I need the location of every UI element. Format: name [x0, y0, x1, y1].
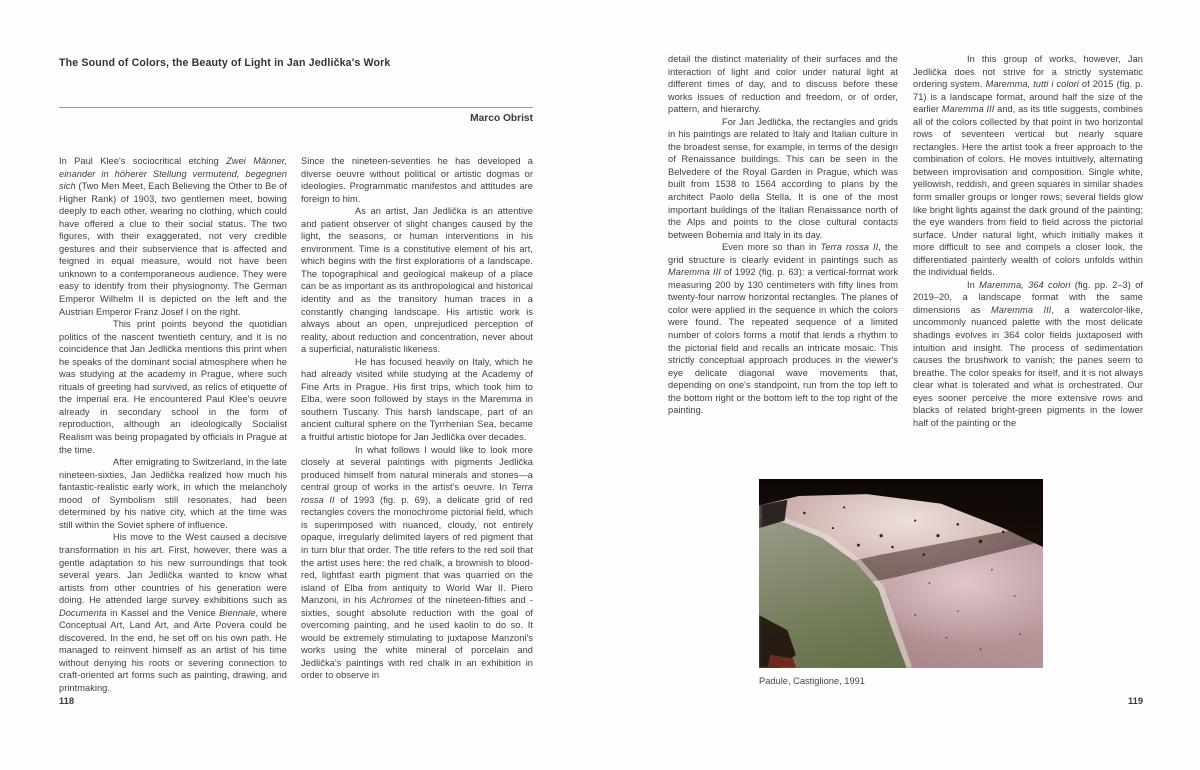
paragraph: [668, 116, 898, 241]
text-run: Since the nineteen-seventies he has developed a diverse oeuvre without political or artistic dogmas or ideologies. Programmatic manifestos and attitudes are foreign to him.: [301, 156, 533, 204]
work-title-italic: Terra rossa II: [820, 242, 879, 253]
marsh-photograph: [759, 479, 1043, 668]
work-title-italic: Maremma, tutti i colori: [985, 79, 1079, 90]
work-title-italic: Biennale: [219, 607, 256, 618]
text-run: detail the distinct materiality of their surfaces and the interaction of light and color under natural light at different times of day, and to discuss before these works issues of reduction and freedom, or of order, pattern, and hierarchy.: [668, 54, 898, 115]
work-title-italic: Terra rossa II: [301, 482, 533, 505]
author-name: Marco Obrist: [470, 113, 533, 124]
text-run: His move to the West caused a decisive transformation in his art. First, however, there was a gentle adaptation to his new surroundings that took several years. Jan Jedlička wanted to know what artists from other countries of his generation were doing. He attended large survey exhibitions such as: [59, 532, 287, 606]
text-run: of 1992 (fig. p. 63): a vertical-format work measuring 200 by 130 centimeters with fifty lines from twenty-four narrow horizontal rectangles. The planes of color were applied in the sequence in which the colors were found. The repeated sequence of a limited number of colors forms a motif that lends a rhythm to the pictorial field and recalls an intricate mosaic. This strictly conceptual approach produces in the viewer's eye delicate diagonal wave movements that, depending on one's standpoint, run from the top left to the bottom right or the bottom left to the top right of the painting.: [668, 267, 898, 416]
work-title-italic: Achromes: [370, 595, 413, 606]
header-rule: [59, 107, 533, 108]
paragraph: [301, 444, 533, 682]
article-title: The Sound of Colors, the Beauty of Light in Jan Jedlička's Work: [59, 57, 391, 69]
photo-caption: Padule, Castiglione, 1991: [759, 676, 865, 686]
text-column-2: [301, 155, 533, 682]
paragraph: [59, 456, 287, 531]
text-run: , the grid structure is clearly evident in paintings such as: [668, 242, 899, 265]
work-title-italic: Maremma III: [668, 267, 721, 278]
paragraph: [301, 356, 533, 444]
work-title-italic: Documenta: [59, 607, 107, 618]
work-title-italic: Maremma III: [991, 304, 1052, 315]
text-run: of 2015 (fig. p. 71) is a landscape format, around half the size of the earlier: [913, 79, 1143, 115]
text-column-3: [668, 53, 898, 417]
work-title-italic: Zwei Männer, einander in höherer Stellung vermutend, begegnen sich: [59, 156, 287, 192]
paragraph: [301, 155, 533, 205]
text-run: As an artist, Jan Jedlička is an attentive and patient observer of slight changes caused by the light, the seasons, or human interventions in his environment. Time is a constitutive element of his art, which begins with the first explorations of a landscape. The topographical and geological makeup of a place can be as important as its anthropological and historical identity and as the transitory human traces in a constantly changing landscape. His artistic work is always about an open, unprejudiced perception of reality, about reduction and concentration, never about a superficial, naturalistic likeness.: [301, 206, 533, 355]
text-run: and, as its title suggests, combines all of the colors collected by that point in two horizontal rows of seventeen vertical but nearly square rectangles. Here the artist took a freer approach to the combination of colors. He moves intuitively, alternating between improvisation and composition. Single white, yellowish, reddish, and green squares in similar shades form smaller groups or longer rows; several fields glow like bright lights against the dark ground of the painting; the eye wanders from field to field across the pictorial surface. Under natural light, which initially makes it more difficult to see and compels a closer look, the differentiated painterly wealth of colors unfolds within the individual fields.: [913, 104, 1143, 278]
work-title-italic: Maremma, 364 colori: [979, 279, 1071, 290]
text-run: of the nineteen-fifties and -sixties, sought absolute reduction with the goal of overcoming painting, and he used kaolin to do so. It would be extremely stimulating to juxtapose Manzoni's works using the white mineral of porcelain and Jedlička's paintings with red chalk in an exhibition in order to observe in: [301, 595, 533, 681]
paragraph: [913, 53, 1143, 279]
text-run: After emigrating to Switzerland, in the late nineteen-sixties, Jan Jedlička realized how much his fantastic-realistic early work, in which the melancholy mood of Symbolism still resonates, had been determined by his native city, which at the time was still within the Soviet sphere of influence.: [59, 457, 287, 530]
text-column-4: [913, 53, 1143, 429]
text-run: In Paul Klee's sociocritical etching: [59, 156, 227, 166]
text-run: (Two Men Meet, Each Believing the Other to Be of Higher Rank) of 1903, two gentlemen meet, bowing deeply to each other, wearing no clothing, which could have offered a clue to their social status. The two figures, with their exaggerated, not very credible gestures and their subservience that is affected and feigned in equal measure, would not have been unknown to a contemporaneous audience. They were easy to identify from their physiognomy. The German Emperor Wilhelm II is depicted on the left and the Austrian Emperor Franz Josef I on the right.: [59, 181, 287, 317]
text-run: In what follows I would like to look more closely at several paintings with pigments Jedlička produced himself from natural minerals and stones—a central group of works in the artist's oeuvre. In: [301, 444, 533, 493]
text-run: , a watercolor-like, uncommonly nuanced palette with the most delicate shadings evolves in 364 color fields juxtaposed with intuition and insight. The process of sedimentation causes the brushwork to vanish; the panes seem to breathe. The color speaks for itself, and it is not always clear what is tolerated and what is orchestrated. Our eyes sooner perceive the more extensive rows and blacks of related bright-green pigments in the lower half of the painting or the: [913, 304, 1143, 428]
text-run: of 1993 (fig. p. 69), a delicate grid of red rectangles covers the monochrome pictorial field, which is superimposed with nuanced, cloudy, not entirely opaque, irregularly delimited layers of red pigment that in turn blur that order. The title refers to the red soil that the artist uses here: the red chalk, a brownish to blood-red, lightfast earth pigment that was quarried on the island of Elba from antiquity to World War II. Piero Manzoni, in his: [301, 494, 533, 606]
text-run: For Jan Jedlička, the rectangles and grids in his paintings are related to Italy and Italian culture in the broadest sense, for example, in terms of the design of Renaissance buildings. This can be seen in the Belvedere of the Royal Garden in Prague, which was built from 1538 to 1564 according to plans by the architect Paolo della Stella. It is one of the most important buildings of the Italian Renaissance north of the Alps and points to the close cultural contacts between Bohemia and Italy in its day.: [668, 116, 898, 240]
page-number-right: 119: [1128, 696, 1143, 706]
text-run: In this group of works, however, Jan Jedlička does not strive for a strictly systematic ordering system.: [913, 54, 1143, 90]
text-run: (fig. pp. 2–3) of 2019–20, a landscape format with the same dimensions as: [913, 279, 1144, 315]
paragraph: [59, 155, 287, 318]
text-run: Even more so than in: [722, 242, 821, 253]
text-column-1: [59, 155, 287, 695]
paragraph: [59, 531, 287, 694]
text-run: , where Conceptual Art, Land Art, and Arte Povera could be discovered. In the end, he set off on his own path. He managed to reinvent himself as an artist of his time without denying his roots or severing connection to craft-oriented art forms such as painting, drawing, and printmaking.: [59, 607, 288, 693]
paragraph: [59, 318, 287, 456]
text-run: in Kassel and the Venice: [106, 607, 220, 618]
paragraph: [668, 241, 898, 417]
paragraph: [301, 205, 533, 356]
text-run: In: [967, 279, 980, 290]
work-title-italic: Maremma III: [941, 104, 995, 115]
text-run: He has focused heavily on Italy, which he had already visited while studying at the Academy of Fine Arts in Prague. His first trips, which took him to Elba, were soon followed by stays in the Maremma in southern Tuscany. This harsh landscape, part of an ancient cultural sphere on the Tyrrhenian Sea, became a fruitful artistic biotope for Jan Jedlička over decades.: [301, 356, 533, 443]
paragraph: [913, 279, 1143, 430]
page-number-left: 118: [59, 696, 74, 706]
text-run: This print points beyond the quotidian politics of the nascent twentieth century, and it is no coincidence that Jan Jedlička mentions this print when he speaks of the dominant social atmosphere when he was studying at the academy in Prague, where such rituals of greeting had survived, as relics of etiquette of the imperial era. He encountered Paul Klee's oeuvre already in secondary school in the form of reproduction, although an ideologically Socialist Realism was being propagated by officials in Prague at the time.: [59, 319, 287, 455]
paragraph: [668, 53, 898, 116]
